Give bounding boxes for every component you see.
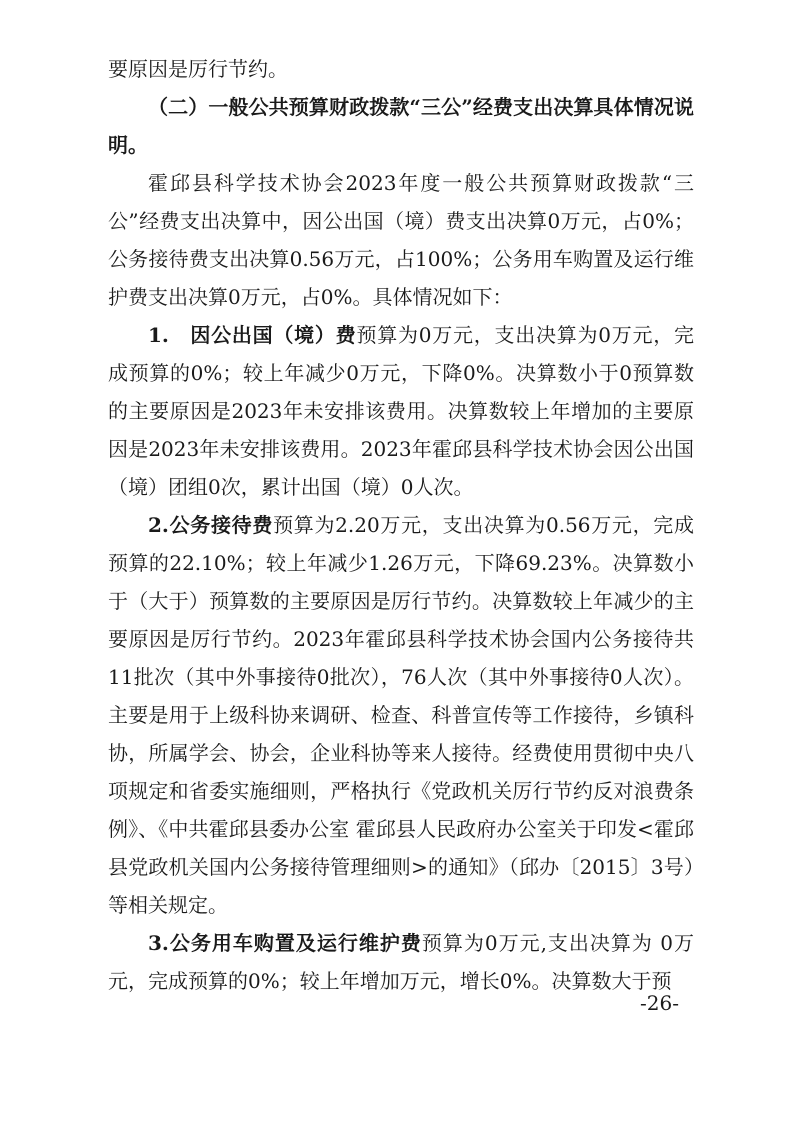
body-text: 预算为2.20万元，支出决算为0.56万元，完成预算的22.10%；较上年减少1.26万元，下降69.23%。决算数小于（大于）预算数的主要原因是厉行节约。决算数较上年减少的主要原因是厉行节约。2023年霍邱县科学技术协会国内公务接待共11批次（其中外事接待0批次），76人次（其中外事接待0人次）。主要是用于上级科协来调研、检查、科普宣传等工作接待，乡镇科协，所属学会、协会，企业科协等来人接待。经费使用贯彻中央八项规定和省委实施细则，严格执行《党政机关厉行节约反对浪费条例》、《中共霍邱县委办公室 霍邱县人民政府办公室关于印发<霍邱县党政机关国内公务接待管理细则>的通知》（邱办〔2015〕3号）等相关规定。 bbox=[108, 513, 695, 917]
bold-text: 1. 因公出国（境）费 bbox=[148, 323, 357, 347]
body-text: 霍邱县科学技术协会2023年度一般公共预算财政拨款“三公”经费支出决算中，因公出国（境）费支出决算0万元，占0%；公务接待费支出决算0.56万元，占100%；公务用车购置及运行维护费支出决算0万元，占0%。具体情况如下： bbox=[108, 171, 694, 309]
bold-text: 2.公务接待费 bbox=[148, 513, 274, 537]
bold-text: （二）一般公共预算财政拨款“三公”经费支出决算具体情况说明。 bbox=[108, 95, 694, 157]
paragraph bbox=[108, 164, 694, 316]
body-text: 要原因是厉行节约。 bbox=[108, 57, 288, 81]
page-number: -26- bbox=[640, 991, 679, 1015]
bold-text: 3.公务用车购置及运行维护费 bbox=[148, 931, 422, 955]
paragraph bbox=[108, 316, 694, 506]
body-text: 预算为0万元,支出决算为 0万元，完成预算的0%；较上年增加万元，增长0%。决算数大于预 bbox=[108, 931, 694, 993]
section-heading bbox=[108, 88, 694, 164]
body-text: 预算为0万元，支出决算为0万元，完成预算的0%；较上年减少0万元，下降0%。决算数小于0预算数的主要原因是2023年未安排该费用。决算数较上年增加的主要原因是2023年未安排该费用。2023年霍邱县科学技术协会因公出国（境）团组0次，累计出国（境）0人次。 bbox=[108, 323, 694, 499]
paragraph bbox=[108, 50, 694, 88]
paragraph bbox=[108, 924, 694, 1000]
document-body bbox=[108, 50, 694, 1000]
paragraph bbox=[108, 506, 694, 924]
